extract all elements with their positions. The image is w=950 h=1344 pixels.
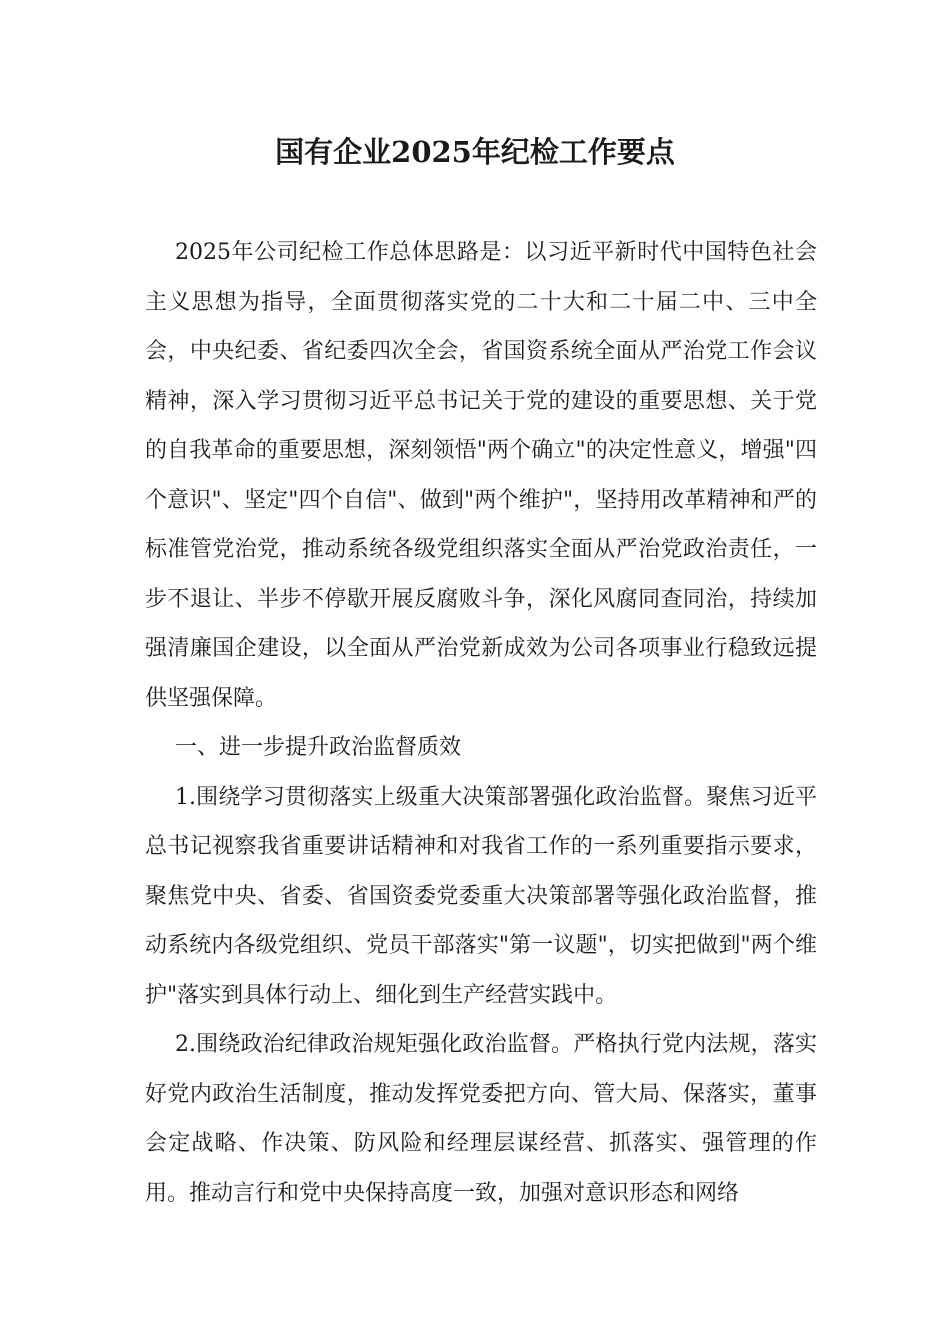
paragraph-overall-approach: 2025年公司纪检工作总体思路是：以习近平新时代中国特色社会主义思想为指导，全面贯彻落实党的二十大和二十届二中、三中全会，中央纪委、省纪委四次全会，省国资系统全面从严治党工作会议精神，深入学习贯彻习近平总书记关于党的建设的重要思想、关于党的自我革命的重要思想，深刻领悟"两个确立"的决定性意义，增强"四个意识"、坚定"四个自信"、做到"两个维护"，坚持用改革精神和严的标准管党治党，推动系统各级党组织落实全面从严治党政治责任，一步不退让、半步不停歇开展反腐败斗争，深化风腐同查同治，持续加强清廉国企建设，以全面从严治党新成效为公司各项事业行稳致远提供坚强保障。: [145, 240, 817, 711]
document-title: 国有企业2025年纪检工作要点: [275, 135, 675, 169]
paragraph-item-2: 2.围绕政治纪律政治规矩强化政治监督。严格执行党内法规，落实好党内政治生活制度，推动发挥党委把方向、管大局、保落实，董事会定战略、作决策、防风险和经理层谋经营、抓落实、强管理的作用。推动言行和党中央保持高度一致，加强对意识形态和网络: [145, 1032, 817, 1206]
document-body: [145, 228, 817, 1218]
section-heading-1: 一、进一步提升政治监督质效: [175, 735, 462, 760]
paragraph-item-1: 1.围绕学习贯彻落实上级重大决策部署强化政治监督。聚焦习近平总书记视察我省重要讲话精神和对我省工作的一系列重要指示要求，聚焦党中央、省委、省国资委党委重大决策部署等强化政治监督，推动系统内各级党组织、党员干部落实"第一议题"，切实把做到"两个维护"落实到具体行动上、细化到生产经营实践中。: [145, 784, 817, 1008]
